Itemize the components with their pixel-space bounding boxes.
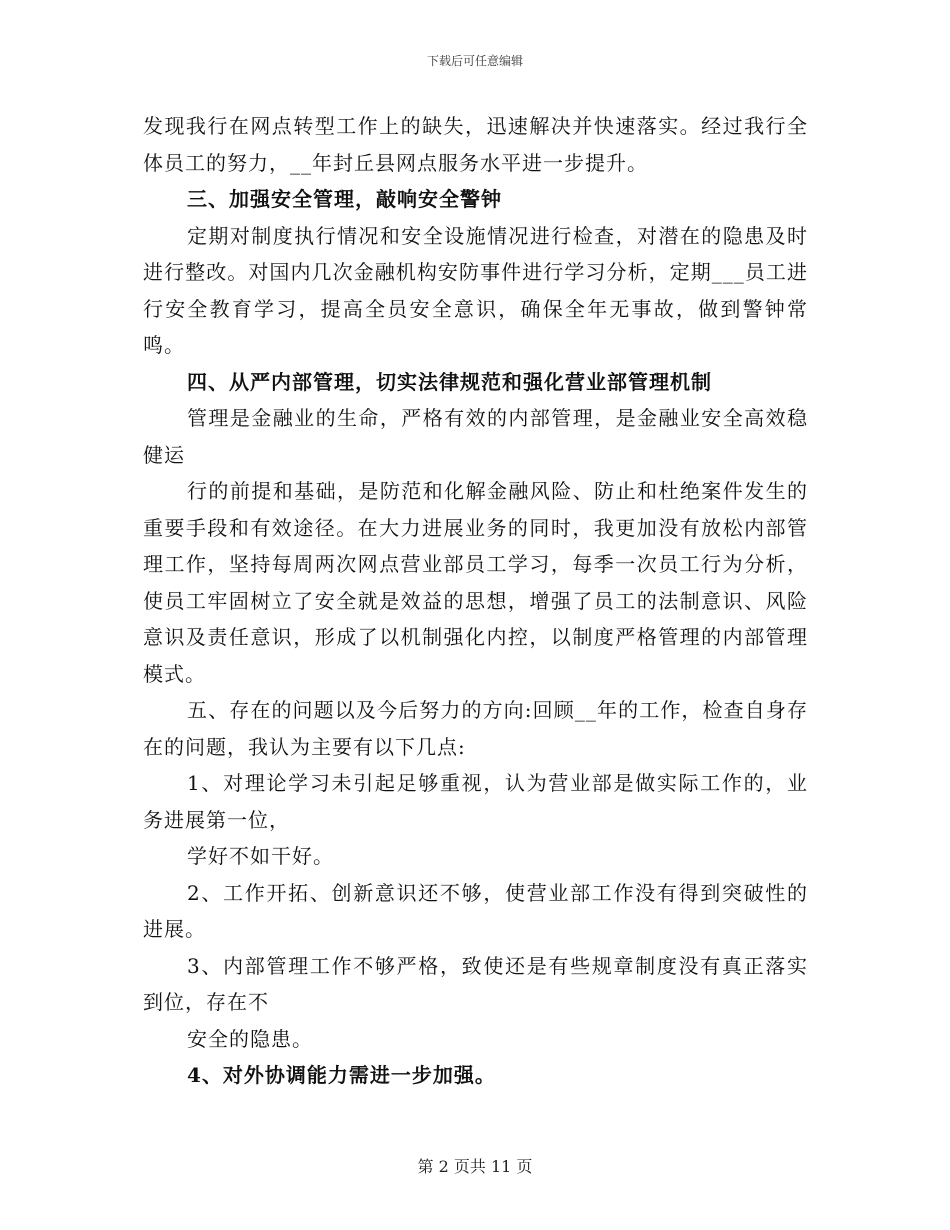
paragraph: 五、存在的问题以及今后努力的方向:回顾__年的工作，检查自身存在的问题，我认为主要有以下几点:: [143, 698, 808, 759]
list-item: 3、内部管理工作不够严格，致使还是有些规章制度没有真正落实到位，存在不: [143, 953, 808, 1014]
paragraph: 行的前提和基础，是防范和化解金融风险、防止和杜绝案件发生的重要手段和有效途径。在大力进展业务的同时，我更加没有放松内部管理工作，坚持每周两次网点营业部员工学习，每季一次员工行为分析，使员工牢固树立了安全就是效益的思想，增强了员工的法制意识、风险意识及责任意识，形成了以机制强化内控，以制度严格管理的内部管理模式。: [143, 479, 808, 686]
list-item: 1、对理论学习未引起足够重视，认为营业部是做实际工作的，业务进展第一位，: [143, 771, 808, 832]
paragraph: 发现我行在网点转型工作上的缺失，迅速解决并快速落实。经过我行全体员工的努力，__年封丘县网点服务水平进一步提升。: [143, 114, 808, 175]
page-number: 第 2 页共 11 页: [417, 1157, 533, 1176]
document-body: [143, 108, 808, 1094]
page-header: 下载后可任意编辑: [426, 54, 523, 68]
list-item: 4、对外协调能力需进一步加强。: [187, 1063, 496, 1087]
paragraph: 学好不如干好。: [187, 844, 334, 868]
paragraph: 管理是金融业的生命，严格有效的内部管理，是金融业安全高效稳健运: [143, 406, 808, 467]
paragraph: 安全的隐患。: [187, 1026, 313, 1051]
section-heading: 三、加强安全管理，敲响安全警钟: [187, 187, 502, 211]
section-heading: 四、从严内部管理，切实法律规范和强化营业部管理机制: [187, 369, 712, 394]
list-item: 2、工作开拓、创新意识还不够，使营业部工作没有得到突破性的进展。: [143, 880, 808, 941]
paragraph: 定期对制度执行情况和安全设施情况进行检查，对潜在的隐患及时进行整改。对国内几次金融机构安防事件进行学习分析，定期___员工进行安全教育学习，提高全员安全意识，确保全年无事故，做到警钟常鸣。: [143, 223, 808, 357]
